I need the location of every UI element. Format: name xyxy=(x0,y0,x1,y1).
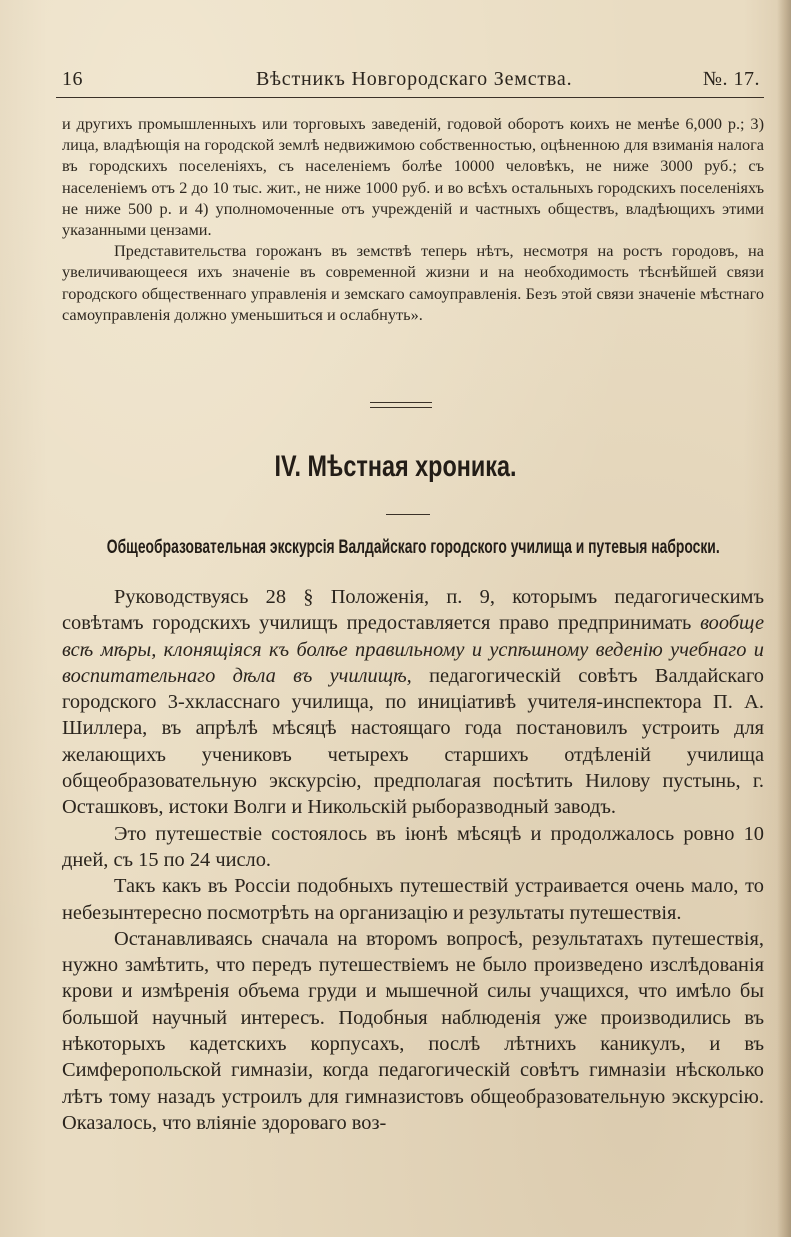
double-rule-bottom xyxy=(370,407,432,408)
article-paragraph-1 xyxy=(62,584,764,821)
article-paragraph-2: Это путешествіе состоялось въ іюнѣ мѣсяцѣ и продолжалось ровно 10 дней, съ 15 по 24 число. xyxy=(62,822,764,871)
header-rule xyxy=(56,97,764,98)
article-title: Общеобразовательная экскурсія Валдайскаго городского училища и путевыя наброски. xyxy=(106,537,720,558)
article-paragraph-4: Останавливаясь сначала на второмъ вопросѣ, результатахъ путешествія, нужно замѣтить, что передъ путешествіемъ не было произведено изслѣдованія крови и измѣренія объема груди и мышечной силы учащихся, что имѣло бы большой научный интересъ. Подобныя наблюденія уже производились въ нѣкоторыхъ кадетскихъ корпусахъ, послѣ лѣтнихъ каникулъ, и въ Симферопольской гимназіи, когда педагогическій совѣтъ гимназіи нѣсколько лѣтъ тому назадъ устроилъ для гимназистовъ общеобразовательную экскурсію. Оказалось, что вліяніе здороваго воз- xyxy=(62,927,764,1134)
paragraph-1-start: Руководствуясь 28 § Положенія, п. 9, которымъ педагогическимъ совѣтамъ городскихъ училищъ предоставляется право предпринимать xyxy=(62,586,764,635)
article-body xyxy=(62,584,764,1136)
article-paragraph-3: Такъ какъ въ Россіи подобныхъ путешествій устраивается очень мало, то небезынтересно посмотрѣть на организацію и результаты путешествія. xyxy=(62,875,764,924)
issue-number: №. 17. xyxy=(702,68,760,90)
page-number: 16 xyxy=(62,68,83,90)
continued-paragraph: и другихъ промышленныхъ или торговыхъ заведеній, годовой оборотъ коихъ не менѣе 6,000 р.; 3) лица, владѣющія на городской землѣ недвижимою собственностью, оцѣненною для взиманія налога въ городскихъ поселеніяхъ, съ населеніемъ болѣе 10000 человѣкъ, не ниже 3000 руб.; съ населеніемъ отъ 2 до 10 тыс. жит., не ниже 1000 руб. и во всѣхъ остальныхъ городскихъ поселеніяхъ не ниже 500 р. и 4) уполномоченные отъ учрежденій и частныхъ обществъ, владѣющихъ этими указанными цензами. xyxy=(62,114,764,240)
representation-paragraph: Представительства горожанъ въ земствѣ теперь нѣтъ, несмотря на ростъ городовъ, на увеличивающееся ихъ значеніе въ современной жизни и на необходимость тѣснѣйшей связи городского общественнаго управленія и земскаго самоуправленія. Безъ этой связи значеніе мѣстнаго самоуправленія должно уменьшиться и ослабнуть». xyxy=(62,241,764,324)
continued-text-block xyxy=(62,113,764,325)
double-rule-top xyxy=(370,402,432,403)
quoted-italic-phrase: вообще всѣ мѣры, клонящіяся къ болѣе правильному и успѣшному веденію учебнаго и воспитательнаго дѣла въ училищѣ, xyxy=(62,612,764,687)
running-header xyxy=(56,62,764,96)
section-title: IV. Мѣстная хроника. xyxy=(274,450,517,483)
page-edge-shadow xyxy=(777,0,791,1237)
paragraph-1-end: педагогическій совѣтъ Валдайскаго городского 3-хкласснаго училища, по иниціативѣ учителя-инспектора П. А. Шиллера, въ апрѣлѣ мѣсяцѣ настоящаго года постановилъ устроить для желающихъ учениковъ четырехъ старшихъ отдѣленій училища общеобразовательную экскурсію, предполагая посѣтить Нилову пустынь, г. Осташковъ, истоки Волги и Никольскій рыборазводный заводъ. xyxy=(62,664,764,819)
title-rule xyxy=(386,514,430,515)
journal-title: Вѣстникъ Новгородскаго Земства. xyxy=(256,68,573,90)
